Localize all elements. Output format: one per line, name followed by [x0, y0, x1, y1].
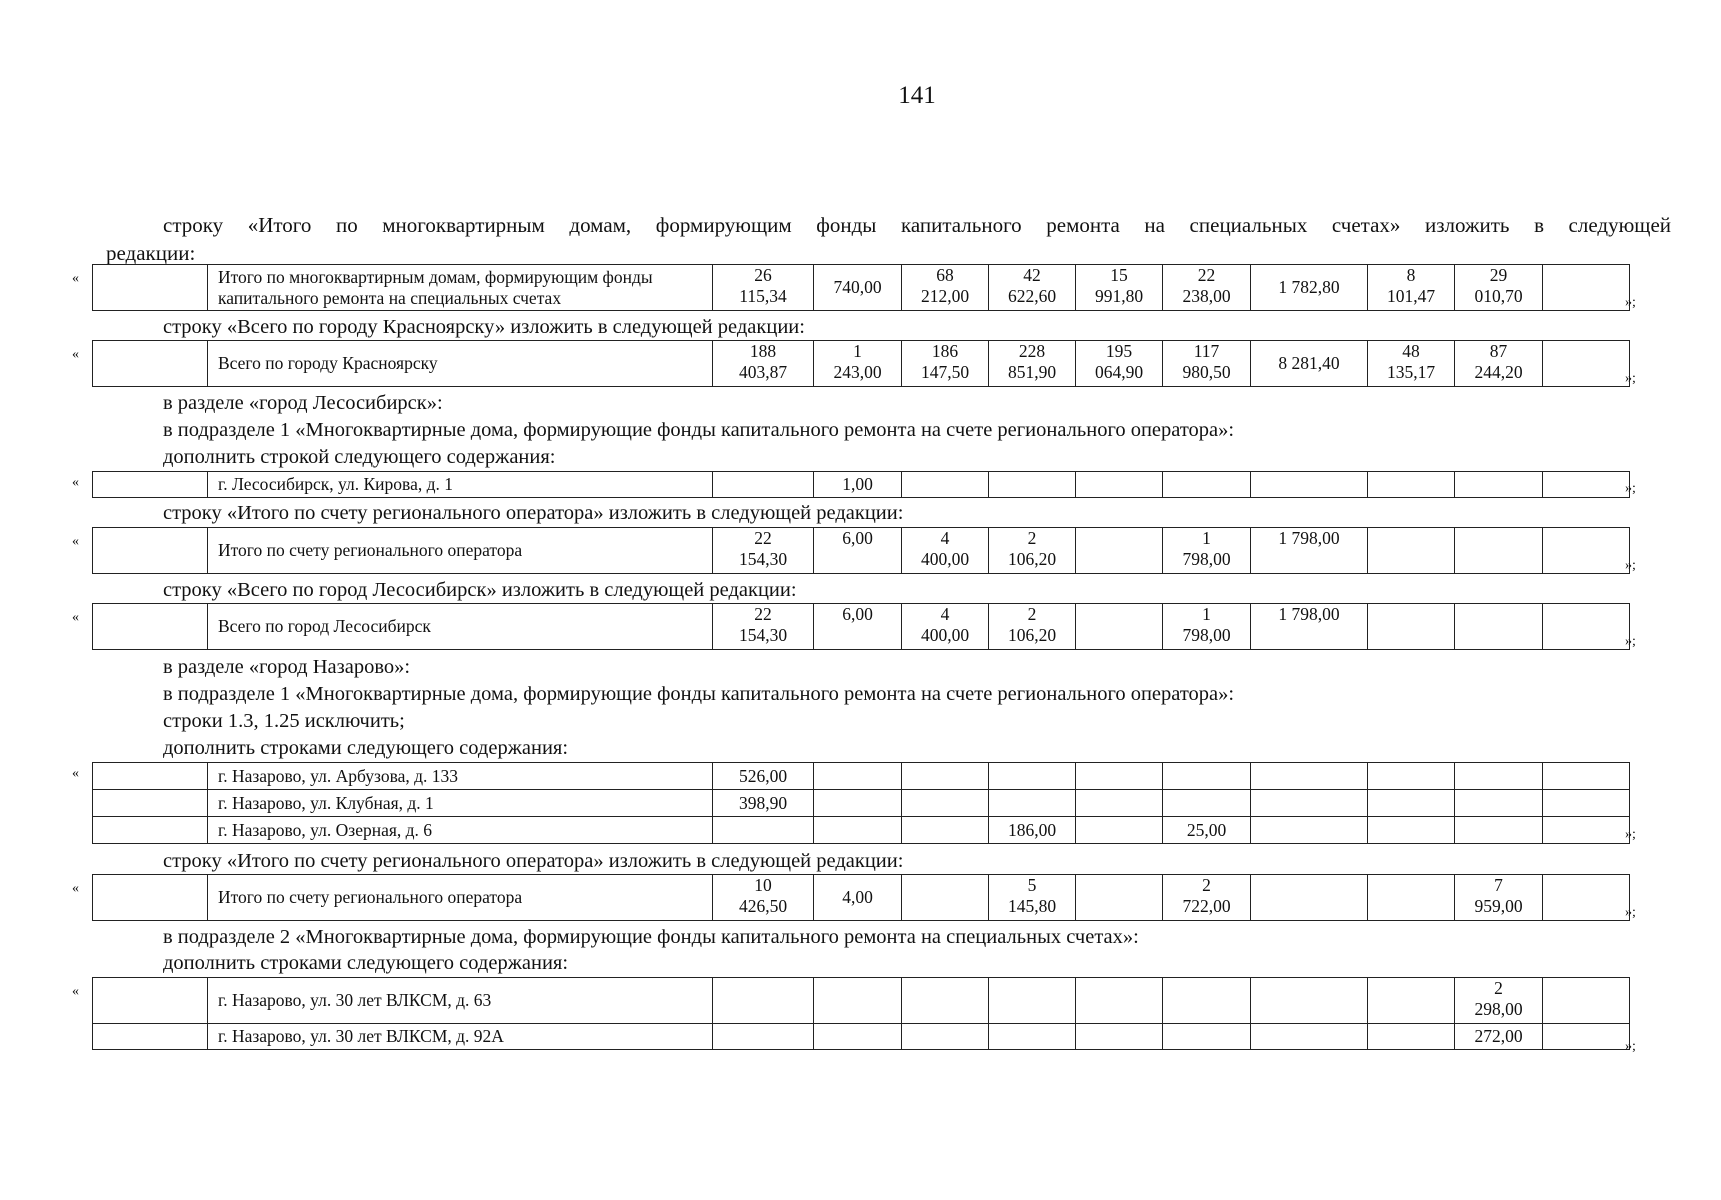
table-nazarovo-reg-total	[92, 874, 1630, 921]
instruction-nazarovo-reg-total: строку «Итого по счету регионального оператора» изложить в следующей редакции:	[163, 850, 904, 872]
value-cell-c1: 22 154,30	[713, 604, 814, 650]
table-row	[93, 790, 1630, 817]
subsection-nazarovo-1: в подразделе 1 «Многоквартирные дома, формирующие фонды капитального ремонта на счете регионального оператора»:	[163, 683, 1235, 705]
row-name-cell: г. Лесосибирск, ул. Кирова, д. 1	[208, 472, 713, 498]
value-cell-c4: 42 622,60	[989, 265, 1076, 311]
value-cell-c9: 87 244,20	[1455, 341, 1543, 387]
page-number: 141	[898, 82, 936, 109]
value-cell-c8	[1368, 763, 1455, 790]
value-cell-c8: 8 101,47	[1368, 265, 1455, 311]
intro-paragraph	[106, 211, 1671, 267]
instruction-krasnoyarsk-total: строку «Всего по городу Красноярску» изложить в следующей редакции:	[163, 316, 805, 338]
value-cell-c6: 117 980,50	[1163, 341, 1251, 387]
value-cell-c9	[1455, 790, 1543, 817]
table-lesosibirsk-kirova	[92, 471, 1630, 498]
intro-line-1: строку «Итого по многоквартирным домам, формирующим фонды капитального ремонта на специальных счетах» изложить в следующей	[163, 213, 1671, 237]
value-cell-c1: 10 426,50	[713, 875, 814, 921]
value-cell-c1: 22 154,30	[713, 528, 814, 574]
value-cell-c2	[814, 817, 902, 844]
value-cell-c6: 22 238,00	[1163, 265, 1251, 311]
value-cell-c10	[1543, 875, 1630, 921]
quote-open: «	[72, 475, 79, 490]
value-cell-c10	[1543, 790, 1630, 817]
value-cell-c4: 2 106,20	[989, 604, 1076, 650]
value-cell-c8	[1368, 604, 1455, 650]
value-cell-c2: 6,00	[814, 604, 902, 650]
quote-close: »;	[1625, 371, 1636, 386]
value-cell-c4: 186,00	[989, 817, 1076, 844]
row-name-cell: Всего по городу Красноярску	[208, 341, 713, 387]
value-cell-c9	[1455, 817, 1543, 844]
subsection-lesosibirsk-1: в подразделе 1 «Многоквартирные дома, формирующие фонды капитального ремонта на счете регионального оператора»:	[163, 419, 1235, 441]
row-name-cell: Всего по город Лесосибирск	[208, 604, 713, 650]
quote-close: »;	[1625, 1039, 1636, 1054]
value-cell-c4: 2 106,20	[989, 528, 1076, 574]
value-cell-c3	[902, 790, 989, 817]
value-cell-c8	[1368, 978, 1455, 1024]
value-cell-c9: 7 959,00	[1455, 875, 1543, 921]
value-cell-c8	[1368, 817, 1455, 844]
value-cell-c2: 6,00	[814, 528, 902, 574]
value-cell-c8	[1368, 1024, 1455, 1050]
value-cell-c3	[902, 978, 989, 1024]
value-cell-c3	[902, 472, 989, 498]
value-cell-c4	[989, 472, 1076, 498]
value-cell-c4	[989, 1024, 1076, 1050]
value-cell-c1: 26 115,34	[713, 265, 814, 311]
row-number-cell	[93, 341, 208, 387]
subsection-nazarovo-2: в подразделе 2 «Многоквартирные дома, формирующие фонды капитального ремонта на специальных счетах»:	[163, 926, 1139, 948]
table-row	[93, 1024, 1630, 1050]
table-row	[93, 265, 1630, 311]
quote-close: »;	[1625, 827, 1636, 842]
quote-close: »;	[1625, 558, 1636, 573]
value-cell-c6: 2 722,00	[1163, 875, 1251, 921]
row-name-cell: г. Назарово, ул. Клубная, д. 1	[208, 790, 713, 817]
value-cell-c7	[1251, 472, 1368, 498]
value-cell-c9	[1455, 528, 1543, 574]
value-cell-c2: 740,00	[814, 265, 902, 311]
value-cell-c10	[1543, 1024, 1630, 1050]
value-cell-c8	[1368, 875, 1455, 921]
row-number-cell	[93, 528, 208, 574]
quote-open: «	[72, 271, 79, 286]
value-cell-c6	[1163, 763, 1251, 790]
quote-open: «	[72, 347, 79, 362]
table-row	[93, 978, 1630, 1024]
value-cell-c8	[1368, 472, 1455, 498]
value-cell-c3: 186 147,50	[902, 341, 989, 387]
value-cell-c7	[1251, 763, 1368, 790]
row-number-cell	[93, 763, 208, 790]
quote-open: «	[72, 766, 79, 781]
table-row	[93, 817, 1630, 844]
table-nazarovo-added-rows	[92, 762, 1630, 844]
value-cell-c5	[1076, 528, 1163, 574]
value-cell-c10	[1543, 817, 1630, 844]
row-number-cell	[93, 604, 208, 650]
row-number-cell	[93, 978, 208, 1024]
value-cell-c6	[1163, 1024, 1251, 1050]
row-name-cell: Итого по счету регионального оператора	[208, 875, 713, 921]
value-cell-c1: 398,90	[713, 790, 814, 817]
value-cell-c4	[989, 790, 1076, 817]
section-lesosibirsk: в разделе «город Лесосибирск»:	[163, 392, 443, 414]
quote-open: «	[72, 984, 79, 999]
row-name-cell: Итого по счету регионального оператора	[208, 528, 713, 574]
table-row	[93, 604, 1630, 650]
row-number-cell	[93, 790, 208, 817]
row-number-cell	[93, 1024, 208, 1050]
quote-close: »;	[1625, 481, 1636, 496]
value-cell-c9: 2 298,00	[1455, 978, 1543, 1024]
quote-close: »;	[1625, 905, 1636, 920]
value-cell-c7	[1251, 790, 1368, 817]
value-cell-c5	[1076, 472, 1163, 498]
section-nazarovo: в разделе «город Назарово»:	[163, 656, 411, 678]
value-cell-c7: 1 782,80	[1251, 265, 1368, 311]
value-cell-c8	[1368, 790, 1455, 817]
value-cell-c2: 1 243,00	[814, 341, 902, 387]
value-cell-c6	[1163, 790, 1251, 817]
value-cell-c8	[1368, 528, 1455, 574]
value-cell-c9: 272,00	[1455, 1024, 1543, 1050]
quote-open: «	[72, 881, 79, 896]
table-lesosibirsk-total	[92, 603, 1630, 650]
value-cell-c10	[1543, 978, 1630, 1024]
value-cell-c3	[902, 875, 989, 921]
value-cell-c1	[713, 1024, 814, 1050]
table-lesosibirsk-reg-total	[92, 527, 1630, 574]
value-cell-c10	[1543, 472, 1630, 498]
value-cell-c7	[1251, 978, 1368, 1024]
table-specaccount-total	[92, 264, 1630, 311]
instruction-lesosibirsk-reg-total: строку «Итого по счету регионального оператора» изложить в следующей редакции:	[163, 502, 904, 524]
instruction-add-rows: дополнить строками следующего содержания:	[163, 737, 569, 759]
instruction-exclude-rows: строки 1.3, 1.25 исключить;	[163, 710, 405, 732]
value-cell-c4	[989, 978, 1076, 1024]
instruction-add-row: дополнить строкой следующего содержания:	[163, 446, 556, 468]
value-cell-c6: 1 798,00	[1163, 528, 1251, 574]
value-cell-c4	[989, 763, 1076, 790]
value-cell-c5	[1076, 875, 1163, 921]
value-cell-c5	[1076, 817, 1163, 844]
value-cell-c5	[1076, 978, 1163, 1024]
value-cell-c9: 29 010,70	[1455, 265, 1543, 311]
value-cell-c7: 1 798,00	[1251, 528, 1368, 574]
value-cell-c9	[1455, 763, 1543, 790]
row-name-cell: Итого по многоквартирным домам, формирующим фонды капитального ремонта на специальных счетах	[208, 265, 713, 311]
row-name-cell: г. Назарово, ул. 30 лет ВЛКСМ, д. 63	[208, 978, 713, 1024]
table-row	[93, 875, 1630, 921]
value-cell-c10	[1543, 763, 1630, 790]
row-name-cell: г. Назарово, ул. Арбузова, д. 133	[208, 763, 713, 790]
quote-open: «	[72, 534, 79, 549]
value-cell-c7: 1 798,00	[1251, 604, 1368, 650]
value-cell-c9	[1455, 604, 1543, 650]
table-row	[93, 528, 1630, 574]
instruction-add-rows-2: дополнить строками следующего содержания:	[163, 952, 569, 974]
value-cell-c5: 15 991,80	[1076, 265, 1163, 311]
value-cell-c1: 188 403,87	[713, 341, 814, 387]
instruction-lesosibirsk-total: строку «Всего по город Лесосибирск» изложить в следующей редакции:	[163, 579, 797, 601]
value-cell-c5	[1076, 763, 1163, 790]
table-row	[93, 341, 1630, 387]
value-cell-c3	[902, 817, 989, 844]
value-cell-c2	[814, 763, 902, 790]
value-cell-c3: 68 212,00	[902, 265, 989, 311]
table-row	[93, 763, 1630, 790]
value-cell-c3: 4 400,00	[902, 604, 989, 650]
value-cell-c2	[814, 1024, 902, 1050]
value-cell-c1	[713, 978, 814, 1024]
table-krasnoyarsk-total	[92, 340, 1630, 387]
value-cell-c7: 8 281,40	[1251, 341, 1368, 387]
value-cell-c3	[902, 763, 989, 790]
value-cell-c1: 526,00	[713, 763, 814, 790]
value-cell-c10	[1543, 528, 1630, 574]
value-cell-c2	[814, 978, 902, 1024]
quote-open: «	[72, 610, 79, 625]
value-cell-c4: 5 145,80	[989, 875, 1076, 921]
value-cell-c5	[1076, 790, 1163, 817]
value-cell-c5: 195 064,90	[1076, 341, 1163, 387]
table-nazarovo-special-rows	[92, 977, 1630, 1050]
value-cell-c2: 1,00	[814, 472, 902, 498]
value-cell-c7	[1251, 817, 1368, 844]
value-cell-c6	[1163, 978, 1251, 1024]
value-cell-c1	[713, 817, 814, 844]
table-row	[93, 472, 1630, 498]
value-cell-c7	[1251, 875, 1368, 921]
row-number-cell	[93, 875, 208, 921]
value-cell-c6: 25,00	[1163, 817, 1251, 844]
value-cell-c7	[1251, 1024, 1368, 1050]
quote-close: »;	[1625, 295, 1636, 310]
row-name-cell: г. Назарово, ул. Озерная, д. 6	[208, 817, 713, 844]
value-cell-c3: 4 400,00	[902, 528, 989, 574]
value-cell-c5	[1076, 604, 1163, 650]
row-name-cell: г. Назарово, ул. 30 лет ВЛКСМ, д. 92А	[208, 1024, 713, 1050]
value-cell-c4: 228 851,90	[989, 341, 1076, 387]
intro-line-2: редакции:	[106, 241, 196, 265]
value-cell-c10	[1543, 604, 1630, 650]
value-cell-c9	[1455, 472, 1543, 498]
value-cell-c10	[1543, 341, 1630, 387]
value-cell-c2: 4,00	[814, 875, 902, 921]
row-number-cell	[93, 472, 208, 498]
value-cell-c6	[1163, 472, 1251, 498]
value-cell-c2	[814, 790, 902, 817]
quote-close: »;	[1625, 634, 1636, 649]
row-number-cell	[93, 265, 208, 311]
value-cell-c3	[902, 1024, 989, 1050]
value-cell-c1	[713, 472, 814, 498]
row-number-cell	[93, 817, 208, 844]
value-cell-c5	[1076, 1024, 1163, 1050]
value-cell-c10	[1543, 265, 1630, 311]
value-cell-c8: 48 135,17	[1368, 341, 1455, 387]
value-cell-c6: 1 798,00	[1163, 604, 1251, 650]
